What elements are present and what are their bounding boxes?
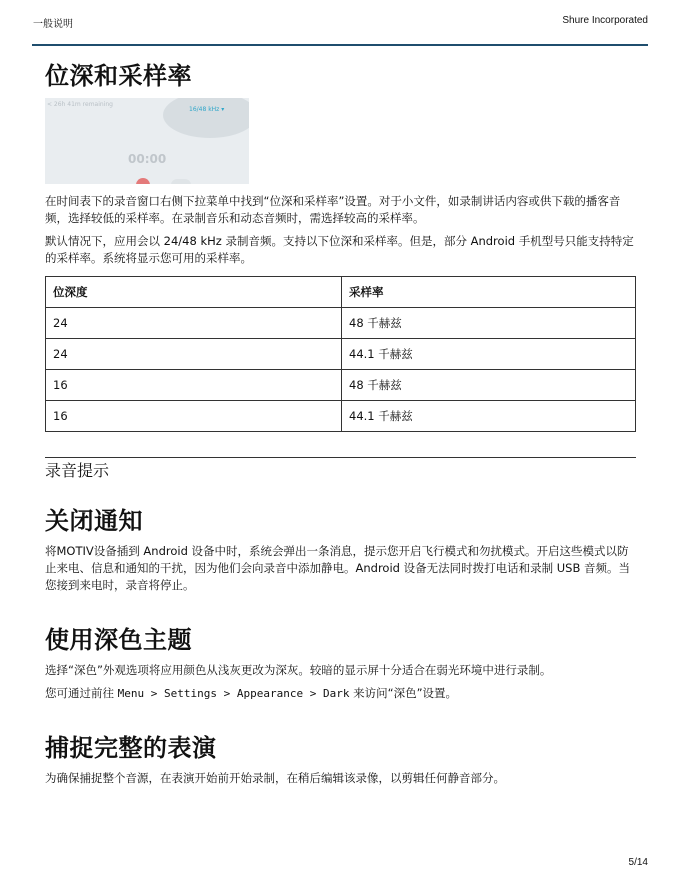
path-suffix: 来访问“深色”设置。	[349, 686, 458, 700]
page-number: 5/14	[628, 857, 648, 868]
table-header-row	[46, 277, 636, 308]
cell-bit-depth: 24	[46, 308, 342, 339]
screenshot-rate-label: 16/48 kHz	[189, 106, 220, 113]
screenshot-dropdown-bubble	[163, 98, 249, 138]
paragraph-default-rate: 默认情况下，应用会以 24/48 kHz 录制音频。支持以下位深和采样率。但是，部分 Android 手机型号只能支持特定的采样率。系统将显示您可用的采样率。	[45, 234, 634, 265]
secondary-control-icon	[171, 179, 191, 184]
cell-sample-rate: 44.1 千赫兹	[342, 339, 636, 370]
header-divider	[32, 44, 648, 46]
heading-turn-off-notifications: 关闭通知	[45, 507, 143, 535]
paragraph-capture-performance: 为确保捕捉整个音源，在表演开始前开始录制，在稍后编辑该录像，以剪辑任何静音部分。	[45, 771, 505, 785]
subheading-divider	[45, 457, 636, 458]
subheading-recording-tips: 录音提示	[45, 461, 110, 480]
table-row	[46, 401, 636, 432]
table-row	[46, 339, 636, 370]
column-header-bit-depth: 位深度	[46, 277, 342, 308]
paragraph-dark-theme-path	[45, 685, 635, 702]
table-row	[46, 370, 636, 401]
table-row	[46, 308, 636, 339]
cell-bit-depth: 24	[46, 339, 342, 370]
menu-path-code: Menu > Settings > Appearance > Dark	[117, 687, 350, 700]
chevron-down-icon: ▾	[221, 106, 225, 113]
cell-bit-depth: 16	[46, 401, 342, 432]
cell-sample-rate: 48 千赫兹	[342, 370, 636, 401]
heading-dark-theme: 使用深色主题	[45, 626, 192, 654]
header-section-title: 一般说明	[33, 19, 73, 30]
screenshot-timer: 00:00	[128, 152, 167, 166]
cell-sample-rate: 48 千赫兹	[342, 308, 636, 339]
path-prefix: 您可通过前往	[45, 686, 118, 700]
screenshot-remaining-text: < 26h 41m remaining	[47, 101, 113, 108]
app-screenshot	[45, 98, 249, 184]
record-button-icon	[136, 178, 150, 184]
paragraph-sample-rate-location: 在时间表下的录音窗口右侧下拉菜单中找到“位深和采样率”设置。对于小文件，如录制讲话内容或供下载的播客音频，选择较低的采样率。在录制音乐和动态音频时，需选择较高的采样率。	[45, 194, 621, 225]
column-header-sample-rate: 采样率	[342, 277, 636, 308]
paragraph-notifications: 将MOTIV设备插到 Android 设备中时，系统会弹出一条消息，提示您开启飞行模式和勿扰模式。开启这些模式以防止来电、信息和通知的干扰，因为他们会向录音中添加静电。Android 设备无法同时拨打电话和录制 USB 音频。当您接到来电时，录音将停止。	[45, 544, 631, 592]
cell-bit-depth: 16	[46, 370, 342, 401]
cell-sample-rate: 44.1 千赫兹	[342, 401, 636, 432]
paragraph-dark-theme: 选择“深色”外观选项将应用颜色从浅灰更改为深灰。较暗的显示屏十分适合在弱光环境中进行录制。	[45, 663, 552, 677]
screenshot-rate-dropdown	[189, 106, 224, 113]
heading-bit-depth-sample-rate: 位深和采样率	[45, 62, 192, 90]
page-content	[45, 60, 635, 787]
heading-capture-performance: 捕捉完整的表演	[45, 734, 217, 762]
bit-depth-table	[45, 276, 636, 432]
header-company: Shure Incorporated	[562, 15, 648, 26]
